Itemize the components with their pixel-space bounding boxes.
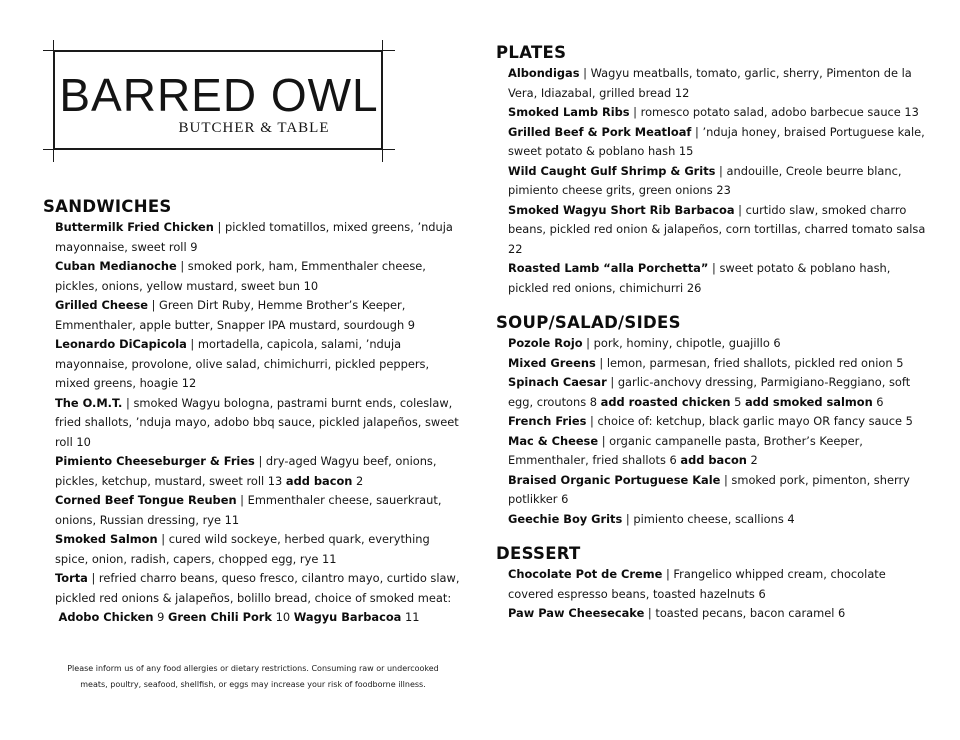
- item-addon: add bacon: [285, 473, 353, 488]
- menu-item: [508, 103, 926, 123]
- menu-item: [55, 257, 463, 296]
- item-name: Chocolate Pot de Creme: [508, 567, 663, 581]
- menu-item: [508, 64, 926, 103]
- item-name: Wild Caught Gulf Shrimp & Grits: [508, 163, 716, 178]
- item-name: Albondigas: [508, 66, 580, 80]
- item-name: Torta: [55, 571, 88, 585]
- item-description: | smoked Wagyu bologna, pastrami burnt ends, coleslaw, fried shallots, ’nduja mayo, adobo bbq sauce, pickled jalapeños, sweet roll 10: [55, 395, 459, 449]
- menu-item: [508, 354, 926, 374]
- item-description: | romesco potato salad, adobo barbecue sauce 13: [629, 105, 919, 119]
- menu-item: [508, 412, 926, 432]
- choice-name: Wagyu Barbacoa: [293, 610, 402, 624]
- item-description: | pork, hominy, chipotle, guajillo 6: [582, 336, 781, 350]
- menu-item: [508, 565, 926, 604]
- menu-item: [55, 394, 463, 453]
- item-description: | choice of: ketchup, black garlic mayo OR fancy sauce 5: [586, 414, 913, 428]
- restaurant-logo: [43, 40, 395, 162]
- menu-item: [508, 259, 926, 298]
- item-name: Grilled Cheese: [55, 298, 148, 312]
- item-name: Smoked Wagyu Short Rib Barbacoa: [508, 202, 735, 217]
- item-description: | smoked pork, ham, Emmenthaler cheese, pickles, onions, yellow mustard, sweet bun 10: [55, 259, 426, 293]
- menu-item: [55, 335, 463, 394]
- menu-item: [508, 510, 926, 530]
- item-addon-price: 2: [746, 453, 758, 467]
- item-description: | Frangelico whipped cream, chocolate covered espresso beans, toasted hazelnuts 6: [508, 567, 886, 601]
- item-description: | dry-aged Wagyu beef, onions, pickles, ketchup, mustard, sweet roll 13: [55, 454, 437, 488]
- menu-item: [508, 162, 926, 201]
- logo-title: BARRED OWL: [59, 69, 379, 121]
- menu-item: [55, 452, 463, 491]
- item-name: Pozole Rojo: [508, 336, 583, 350]
- item-description: | cured wild sockeye, herbed quark, everything spice, onion, radish, capers, chopped egg, rye 11: [55, 532, 430, 566]
- menu-item-list: [508, 64, 926, 298]
- item-name: Grilled Beef & Pork Meatloaf: [508, 124, 692, 139]
- item-addon-price: 2: [352, 473, 364, 488]
- item-name: Mixed Greens: [508, 355, 596, 370]
- torta-meat-choices: [55, 608, 463, 628]
- menu-item: [508, 334, 926, 354]
- item-description: | pimiento cheese, scallions 4: [622, 511, 795, 526]
- menu-item: [55, 218, 463, 257]
- item-name: Leonardo DiCapicola: [55, 337, 187, 351]
- logo-subtitle: BUTCHER & TABLE: [178, 120, 330, 136]
- right-column: [496, 42, 926, 624]
- item-description: | Wagyu meatballs, tomato, garlic, sherry, Pimenton de la Vera, Idiazabal, grilled bread 12: [508, 66, 912, 100]
- menu-item: [508, 604, 926, 624]
- menu-item: [508, 123, 926, 162]
- soup-salad-sides-section: [496, 312, 926, 529]
- item-addon-price: 5: [730, 394, 745, 409]
- item-name: Pimiento Cheeseburger & Fries: [55, 454, 255, 468]
- logo-frame-line: [43, 149, 395, 150]
- item-addon: add bacon: [680, 453, 747, 467]
- menu-item: [508, 373, 926, 412]
- item-description: | Green Dirt Ruby, Hemme Brother’s Keeper, Emmenthaler, apple butter, Snapper IPA mustard, sourdough 9: [55, 298, 416, 332]
- item-name: French Fries: [508, 414, 587, 428]
- sandwiches-section: [43, 196, 463, 628]
- menu-item-list: [55, 218, 463, 628]
- logo-frame-line: [43, 50, 395, 51]
- disclaimer-line: Please inform us of any food allergies or dietary restrictions. Consuming raw or undercooked: [67, 664, 439, 673]
- item-description: | ’nduja honey, braised Portuguese kale, sweet potato & poblano hash 15: [508, 124, 925, 158]
- item-description: | toasted pecans, bacon caramel 6: [644, 606, 846, 620]
- item-description: | smoked pork, pimenton, sherry potlikker 6: [508, 472, 910, 506]
- item-name: Corned Beef Tongue Reuben: [55, 493, 237, 507]
- plates-section: [496, 42, 926, 298]
- menu-item: [55, 530, 463, 569]
- item-description: | mortadella, capicola, salami, ’nduja mayonnaise, provolone, olive salad, chimichurri, pickled peppers, mixed greens, hoagie 12: [55, 337, 430, 390]
- disclaimer-line: meats, poultry, seafood, shellfish, or eggs may increase your risk of foodborne illness.: [80, 680, 426, 689]
- section-spacer: [496, 298, 926, 312]
- section-heading: DESSERT: [496, 544, 581, 563]
- choice-price: 10: [272, 610, 294, 624]
- item-description: | refried charro beans, queso fresco, cilantro mayo, curtido slaw, pickled red onions & jalapeños, bolillo bread, choice of smoked meat:: [55, 571, 460, 605]
- item-description: | andouille, Creole beurre blanc, pimiento cheese grits, green onions 23: [508, 163, 902, 197]
- section-spacer: [496, 529, 926, 543]
- choice-name: Green Chili Pork: [167, 610, 272, 624]
- item-name: The O.M.T.: [55, 395, 123, 410]
- item-name: Smoked Lamb Ribs: [508, 105, 630, 119]
- item-name: Mac & Cheese: [508, 433, 599, 448]
- menu-item: [508, 201, 926, 260]
- section-heading: PLATES: [496, 43, 567, 62]
- menu-item: [55, 491, 463, 530]
- item-addon: add roasted chicken: [600, 394, 731, 409]
- menu-item: [508, 471, 926, 510]
- item-name: Roasted Lamb “alla Porchetta”: [508, 261, 709, 275]
- choice-price: 9: [153, 610, 168, 624]
- item-description: | garlic-anchovy dressing, Parmigiano-Reggiano, soft egg, croutons 8: [508, 375, 911, 409]
- allergy-disclaimer: [43, 661, 463, 693]
- item-name: Smoked Salmon: [55, 532, 158, 546]
- item-description: | organic campanelle pasta, Brother’s Keeper, Emmenthaler, fried shallots 6: [508, 433, 863, 467]
- item-description: | sweet potato & poblano hash, pickled red onions, chimichurri 26: [508, 261, 891, 295]
- item-name: Braised Organic Portuguese Kale: [508, 472, 721, 487]
- item-description: | pickled tomatillos, mixed greens, ’nduja mayonnaise, sweet roll 9: [55, 220, 453, 254]
- dessert-section: [496, 543, 926, 624]
- menu-item-list: [508, 334, 926, 529]
- item-name: Buttermilk Fried Chicken: [55, 220, 214, 234]
- item-addon: add smoked salmon: [744, 394, 873, 409]
- item-description: | curtido slaw, smoked charro beans, pickled red onion & jalapeños, corn tortillas, charred tomato salsa 22: [508, 202, 926, 256]
- choice-name: Adobo Chicken: [58, 610, 154, 624]
- item-name: Geechie Boy Grits: [508, 511, 623, 526]
- choice-price: 11: [401, 610, 420, 624]
- item-addon-price: 6: [872, 394, 884, 409]
- item-name: Cuban Medianoche: [55, 259, 177, 273]
- menu-item: [55, 296, 463, 335]
- item-description: | Emmenthaler cheese, sauerkraut, onions, Russian dressing, rye 11: [55, 493, 442, 527]
- section-heading: SOUP/SALAD/SIDES: [496, 313, 681, 332]
- item-name: Spinach Caesar: [508, 375, 607, 389]
- section-heading: SANDWICHES: [43, 197, 172, 216]
- item-name: Paw Paw Cheesecake: [508, 606, 645, 620]
- item-description: | lemon, parmesan, fried shallots, pickled red onion 5: [595, 355, 904, 370]
- menu-item-list: [508, 565, 926, 624]
- menu-item: [508, 432, 926, 471]
- menu-item: [55, 569, 463, 608]
